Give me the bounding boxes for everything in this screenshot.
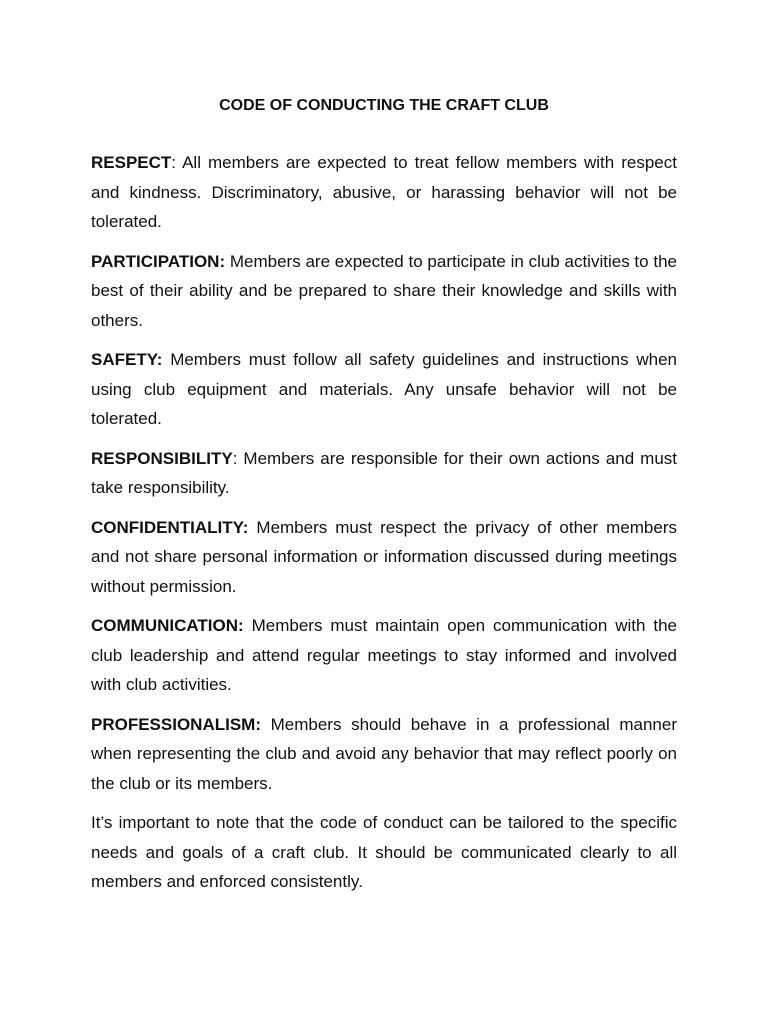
clause-term: PROFESSIONALISM:: [91, 714, 262, 734]
clause-text: Members must respect the privacy of other members and not share personal information or information discussed during meetings without permission.: [91, 517, 678, 596]
clause-term: PARTICIPATION:: [91, 251, 226, 271]
document-title: CODE OF CONDUCTING THE CRAFT CLUB: [219, 97, 549, 114]
closing-paragraph: It’s important to note that the code of conduct can be tailored to the specific needs and goals of a craft club. It should be communicated clearly to all members and enforced consistently.: [91, 813, 677, 891]
clause-term: CONFIDENTIALITY:: [91, 517, 249, 537]
clause-participation: [91, 247, 677, 336]
clause-text: All members are expected to treat fellow members with respect and kindness. Discriminatory, abusive, or harassing behavior will not be tolerated.: [91, 153, 677, 231]
clause-text: Members are expected to participate in club activities to the best of their ability and be prepared to share their knowledge and skills with others.: [91, 251, 677, 330]
clause-text: Members must maintain open communication with the club leadership and attend regular meetings to stay informed and involved with club activities.: [91, 616, 677, 694]
clause-term: RESPECT: [91, 153, 172, 172]
clause-term: SAFETY:: [91, 350, 163, 369]
clause-term: RESPONSIBILITY: [91, 448, 233, 468]
clause-professionalism: [91, 710, 677, 799]
clause-separator: [244, 616, 252, 635]
clause-separator: [261, 715, 271, 734]
clause-respect: [91, 148, 677, 237]
clause-term: COMMUNICATION:: [91, 616, 244, 635]
clause-text: Members should behave in a professional manner when representing the club and avoid any behavior that may reflect poorly on the club or its members.: [91, 714, 677, 793]
clause-responsibility: [91, 444, 677, 503]
document-page: [91, 94, 677, 897]
clause-separator: :: [232, 448, 244, 468]
clause-safety: [91, 345, 677, 434]
clause-text: Members must follow all safety guidelines and instructions when using club equipment and materials. Any unsafe behavior will not be tolerated.: [91, 350, 677, 428]
clause-communication: [91, 611, 677, 700]
clause-confidentiality: [91, 513, 677, 602]
clause-text: Members are responsible for their own actions and must take responsibility.: [91, 448, 677, 497]
clause-separator: :: [171, 153, 183, 172]
